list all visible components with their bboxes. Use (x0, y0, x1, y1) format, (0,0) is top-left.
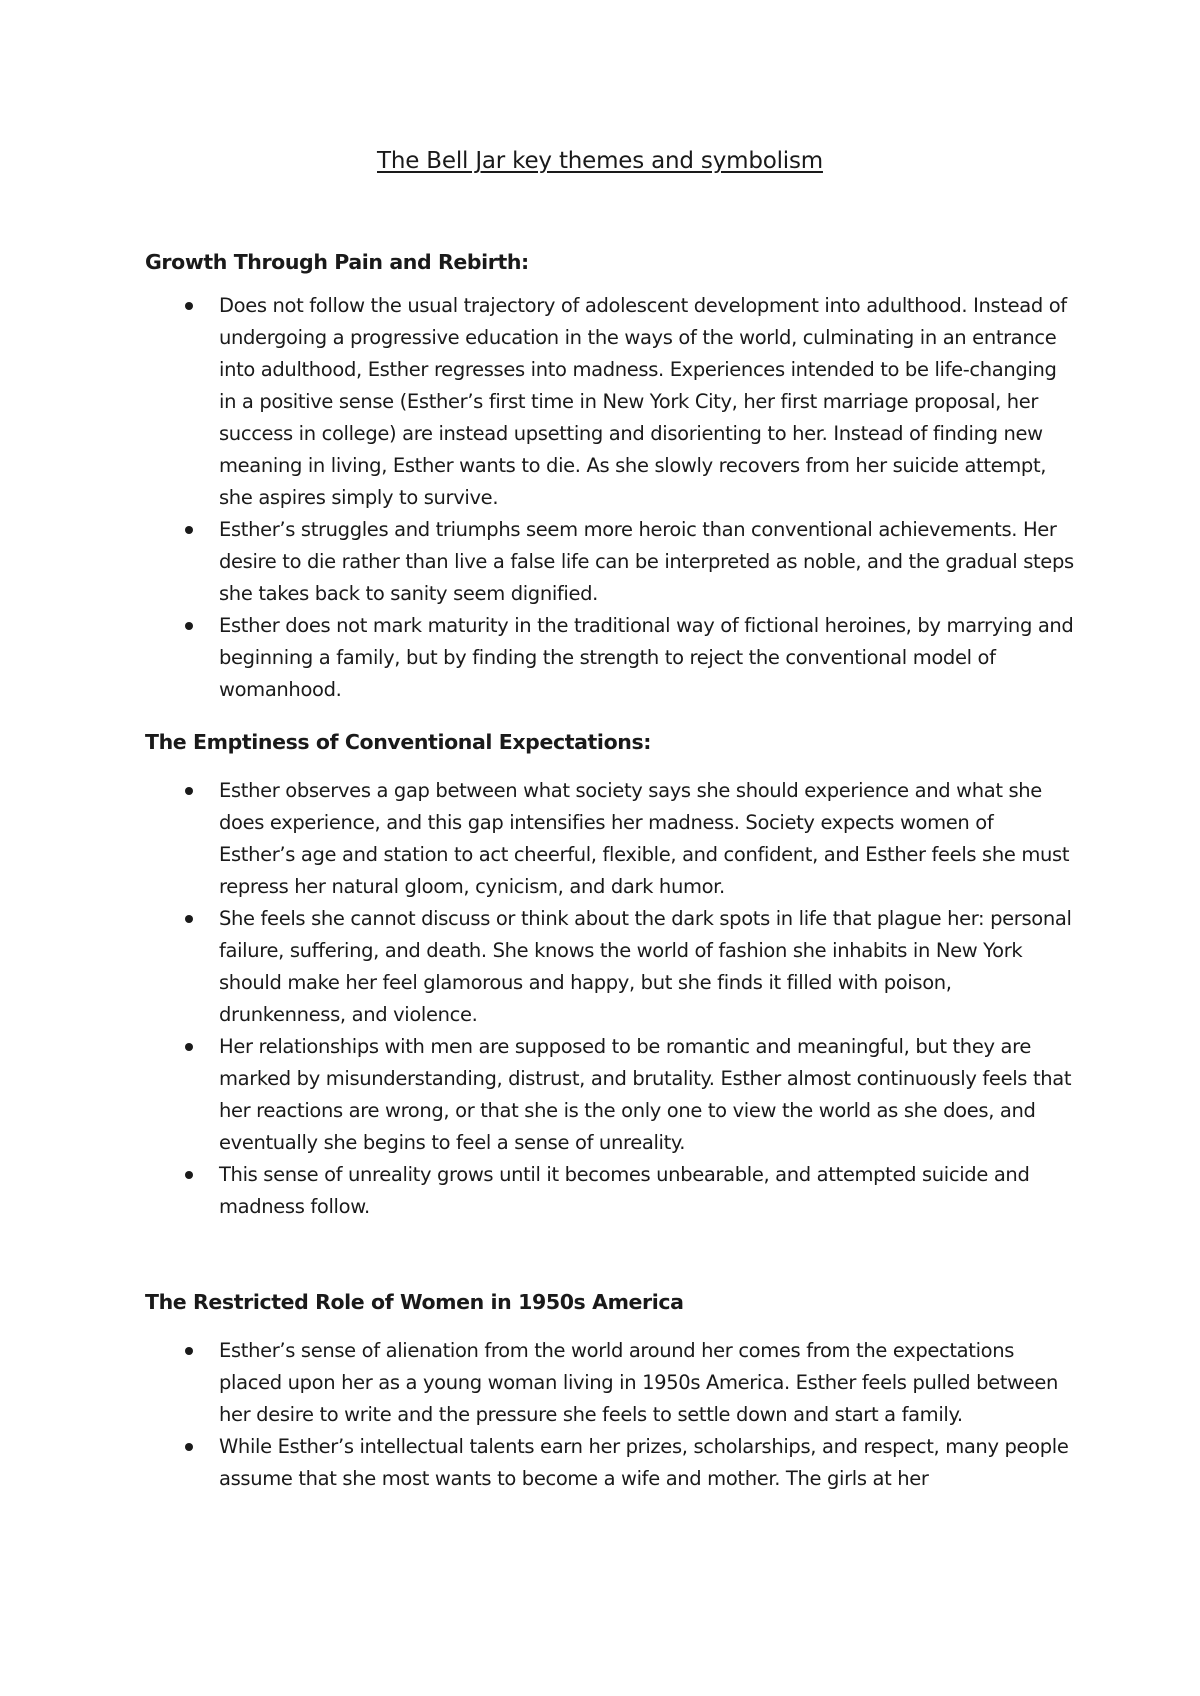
bullet-icon (185, 1443, 193, 1451)
list-item (145, 903, 1075, 1031)
bullet-list-expectations (145, 775, 1075, 1223)
bullet-icon (185, 915, 193, 923)
list-item-text: Esther observes a gap between what society says she should experience and what she does experience, and this gap intensifies her madness. Society expects women of Esther’s age and station to act cheerful, flexible, and confident, and Esther feels she must repress her natural gloom, cynicism, and dark humor. (219, 779, 1070, 898)
section-heading-expectations: The Emptiness of Conventional Expectations: (145, 730, 652, 754)
list-item (145, 290, 1075, 514)
list-item-text: Esther does not mark maturity in the traditional way of fictional heroines, by marrying and beginning a family, but by finding the strength to reject the conventional model of womanhood. (219, 614, 1074, 701)
bullet-icon (185, 1171, 193, 1179)
list-item-text: Does not follow the usual trajectory of adolescent development into adulthood. Instead of undergoing a progressive education in the ways of the world, culminating in an entrance into adulthood, Esther regresses into madness. Experiences intended to be life-changing in a positive sense (Esther’s first time in New York City, her first marriage proposal, her success in college) are instead upsetting and disorienting to her. Instead of finding new meaning in living, Esther wants to die. As she slowly recovers from her suicide attempt, she aspires simply to survive. (219, 294, 1067, 509)
list-item (145, 1335, 1075, 1431)
list-item-text: She feels she cannot discuss or think about the dark spots in life that plague her: personal failure, suffering, and death. She knows the world of fashion she inhabits in New York should make her feel glamorous and happy, but she finds it filled with poison, drunkenness, and violence. (219, 907, 1072, 1026)
bullet-icon (185, 1347, 193, 1355)
list-item (145, 775, 1075, 903)
list-item (145, 514, 1075, 610)
bullet-icon (185, 787, 193, 795)
list-item (145, 1431, 1075, 1495)
section-heading-women-1950s: The Restricted Role of Women in 1950s America (145, 1290, 684, 1314)
list-item (145, 1159, 1075, 1223)
document-title: The Bell Jar key themes and symbolism (377, 148, 823, 174)
bullet-list-women-1950s (145, 1335, 1075, 1495)
bullet-icon (185, 302, 193, 310)
bullet-icon (185, 526, 193, 534)
bullet-icon (185, 1043, 193, 1051)
list-item-text: Esther’s sense of alienation from the world around her comes from the expectations placed upon her as a young woman living in 1950s America. Esther feels pulled between her desire to write and the pressure she feels to settle down and start a family. (219, 1339, 1059, 1426)
list-item-text: While Esther’s intellectual talents earn her prizes, scholarships, and respect, many people assume that she most wants to become a wife and mother. The girls at her (219, 1435, 1069, 1490)
bullet-list-growth (145, 290, 1075, 706)
list-item-text: Esther’s struggles and triumphs seem more heroic than conventional achievements. Her desire to die rather than live a false life can be interpreted as noble, and the gradual steps she takes back to sanity seem dignified. (219, 518, 1074, 605)
list-item-text: This sense of unreality grows until it becomes unbearable, and attempted suicide and madness follow. (219, 1163, 1030, 1218)
list-item-text: Her relationships with men are supposed to be romantic and meaningful, but they are marked by misunderstanding, distrust, and brutality. Esther almost continuously feels that her reactions are wrong, or that she is the only one to view the world as she does, and eventually she begins to feel a sense of unreality. (219, 1035, 1072, 1154)
bullet-icon (185, 622, 193, 630)
section-heading-growth: Growth Through Pain and Rebirth: (145, 250, 529, 274)
list-item (145, 1031, 1075, 1159)
list-item (145, 610, 1075, 706)
